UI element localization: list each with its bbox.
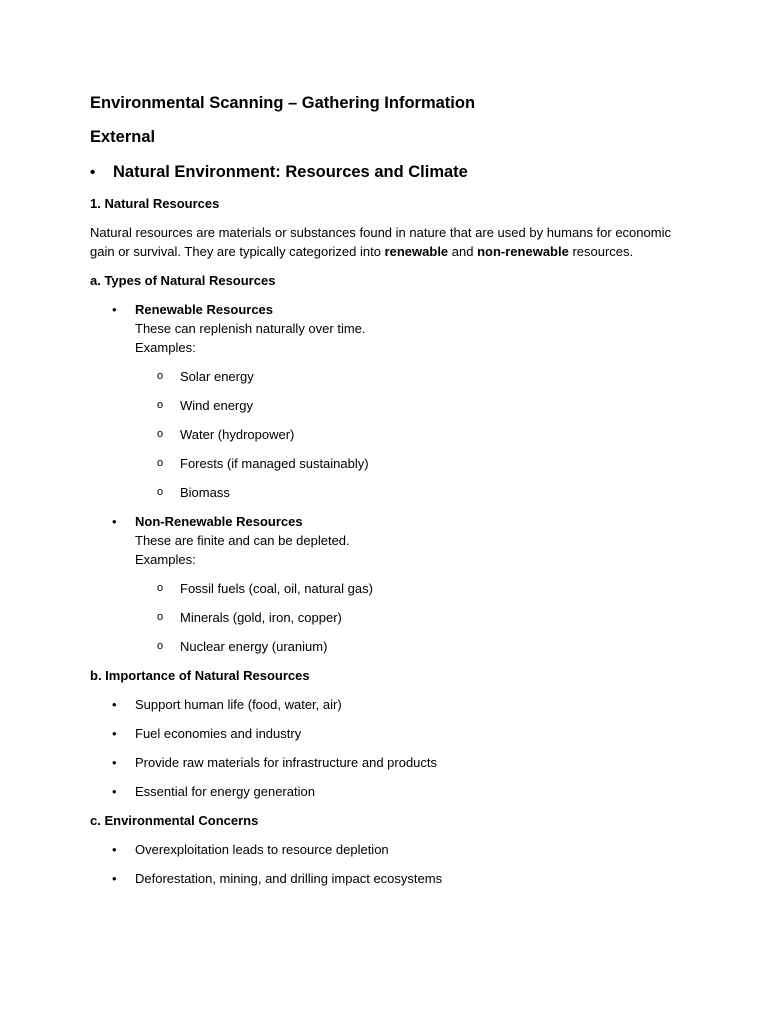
nonrenewable-examples-label: Examples: [135, 552, 196, 567]
bullet-icon: • [112, 514, 117, 529]
para-text-2: and [448, 244, 478, 259]
para-bold-non-renewable: non-renewable [477, 244, 569, 259]
list-item [90, 869, 680, 888]
list-item [135, 425, 680, 444]
list-item-text: Essential for energy generation [135, 784, 315, 799]
importance-heading: b. Importance of Natural Resources [90, 668, 310, 683]
list-item-text: Nuclear energy (uranium) [180, 639, 328, 654]
list-item [135, 579, 680, 598]
para-text-3: resources. [568, 244, 634, 259]
list-item [90, 840, 680, 859]
natural-resources-paragraph [90, 223, 680, 261]
bullet-icon: • [112, 697, 117, 712]
list-item-text: Forests (if managed sustainably) [180, 456, 369, 471]
natural-environment-heading-text: Natural Environment: Resources and Climate [113, 163, 468, 181]
list-item-renewable [90, 300, 680, 502]
list-item-nonrenewable [90, 512, 680, 656]
circle-bullet-icon: o [157, 486, 164, 498]
types-list [90, 300, 680, 656]
circle-bullet-icon: o [157, 457, 164, 469]
nonrenewable-desc: These are finite and can be depleted. [135, 533, 350, 548]
list-item [135, 608, 680, 627]
list-item [135, 637, 680, 656]
circle-bullet-icon: o [157, 399, 164, 411]
types-heading: a. Types of Natural Resources [90, 273, 276, 288]
list-item [90, 695, 680, 714]
list-item-text: Support human life (food, water, air) [135, 697, 342, 712]
list-item-text: Biomass [180, 485, 230, 500]
bullet-icon: • [90, 164, 96, 181]
document-page [90, 92, 680, 898]
list-item [135, 367, 680, 386]
list-item-text: Solar energy [180, 369, 254, 384]
para-bold-renewable: renewable [384, 244, 449, 259]
nonrenewable-label: Non-Renewable Resources [135, 514, 303, 529]
natural-resources-heading: 1. Natural Resources [90, 196, 220, 211]
para-text-1: Natural resources are materials or substances found in nature that are used by humans for economic gain or survival. They are typically categorized into [90, 225, 671, 259]
natural-environment-heading [90, 161, 680, 184]
list-item-text: Fossil fuels (coal, oil, natural gas) [180, 581, 373, 596]
bullet-icon: • [112, 871, 117, 886]
concerns-list [90, 840, 680, 888]
nonrenewable-examples-list [135, 579, 680, 656]
renewable-desc: These can replenish naturally over time. [135, 321, 366, 336]
list-item-text: Overexploitation leads to resource depletion [135, 842, 389, 857]
list-item-text: Deforestation, mining, and drilling impact ecosystems [135, 871, 443, 886]
list-item [135, 454, 680, 473]
list-item-text: Water (hydropower) [180, 427, 295, 442]
list-item [90, 724, 680, 743]
circle-bullet-icon: o [157, 428, 164, 440]
list-item [135, 483, 680, 502]
circle-bullet-icon: o [157, 640, 164, 652]
list-item-text: Minerals (gold, iron, copper) [180, 610, 342, 625]
importance-list [90, 695, 680, 801]
circle-bullet-icon: o [157, 582, 164, 594]
bullet-icon: • [112, 302, 117, 317]
bullet-icon: • [112, 784, 117, 799]
document-title: Environmental Scanning – Gathering Information [90, 94, 476, 112]
section-heading-external: External [90, 128, 156, 146]
circle-bullet-icon: o [157, 611, 164, 623]
list-item [135, 396, 680, 415]
list-item-text: Provide raw materials for infrastructure and products [135, 755, 438, 770]
circle-bullet-icon: o [157, 370, 164, 382]
concerns-heading: c. Environmental Concerns [90, 813, 259, 828]
renewable-examples-list [135, 367, 680, 502]
list-item-text: Wind energy [180, 398, 253, 413]
list-item [90, 753, 680, 772]
renewable-examples-label: Examples: [135, 340, 196, 355]
list-item [90, 782, 680, 801]
renewable-label: Renewable Resources [135, 302, 274, 317]
bullet-icon: • [112, 755, 117, 770]
list-item-text: Fuel economies and industry [135, 726, 302, 741]
bullet-icon: • [112, 726, 117, 741]
bullet-icon: • [112, 842, 117, 857]
